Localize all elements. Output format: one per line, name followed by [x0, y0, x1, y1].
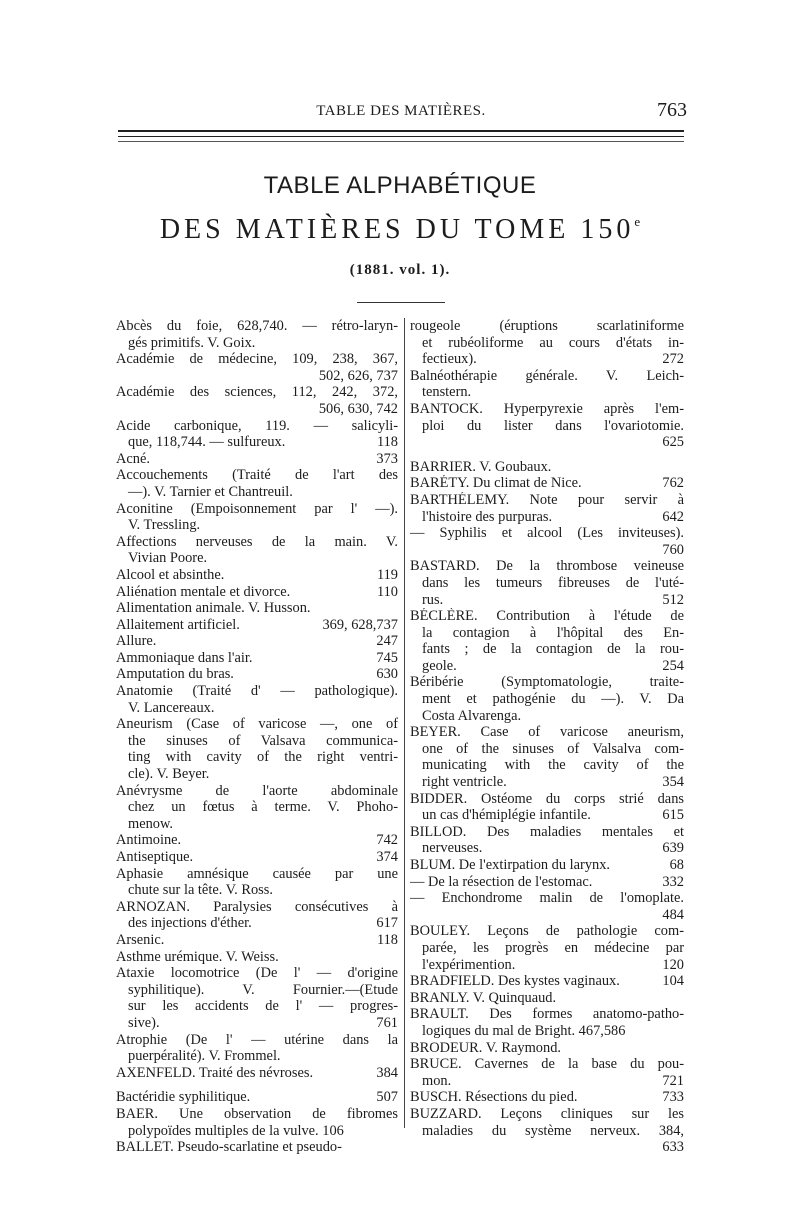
index-entry — [410, 401, 684, 451]
entry-page-ref: 373 — [376, 450, 398, 467]
index-entry-line: BANTOCK. Hyperpyrexie après l'em- — [410, 400, 684, 417]
index-entry-line: 502, 626, 737 — [318, 367, 398, 384]
index-entry — [116, 501, 398, 534]
entry-page-ref: 104 — [662, 973, 684, 990]
entry-text: sive). — [128, 1014, 160, 1031]
index-entry-line: Académie des sciences, 112, 242, 372, — [116, 384, 398, 401]
index-entry-line — [410, 351, 684, 368]
index-entry-line — [116, 932, 398, 949]
page-number: 763 — [657, 99, 687, 121]
index-entry-line: the sinuses of Valsava communica- — [128, 732, 398, 749]
entry-text: Amputation du bras. — [116, 666, 234, 683]
index-entry — [116, 650, 398, 667]
index-entry-line: syphilitique). V. Fournier.—(Etude — [128, 981, 398, 998]
index-entry — [116, 965, 398, 1031]
entry-page-ref: 118 — [376, 931, 398, 948]
index-entry — [116, 617, 398, 634]
volume-title-text: DES MATIÈRES DU TOME 150 — [159, 214, 635, 245]
volume-title-sup: e — [634, 214, 641, 229]
index-entry-line — [116, 915, 398, 932]
index-entry — [410, 368, 684, 401]
index-entry-line: chez un fœtus à terme. V. Phoho- — [128, 799, 398, 816]
index-entry-line: sur les accidents de l' — progres- — [128, 998, 398, 1015]
entry-page-ref: 721 — [662, 1072, 684, 1089]
index-entry-line: BÉCLÈRE. Contribution à l'étude de — [410, 608, 684, 625]
index-entry-line — [116, 434, 398, 451]
index-entry-line — [116, 832, 398, 849]
index-entry-line: 760 — [662, 541, 684, 558]
index-entry — [116, 1065, 398, 1082]
entry-page-ref: 119 — [376, 566, 398, 583]
entry-text: right ventricle. — [422, 774, 507, 791]
index-entry-line: 506, 630, 742 — [318, 400, 398, 417]
entry-page-ref: 120 — [662, 956, 684, 973]
index-entry-line: BAER. Une observation de fibromes — [116, 1105, 398, 1122]
entry-page-ref: 742 — [376, 832, 398, 849]
entry-page-ref: 762 — [662, 475, 684, 492]
entry-text: mon. — [422, 1072, 452, 1089]
index-entry-line — [116, 1015, 398, 1032]
index-entry-line: Aneurism (Case of varicose —, one of — [116, 716, 398, 733]
entry-text: Antimoine. — [116, 832, 182, 849]
index-entry — [410, 923, 684, 973]
index-entry-line: 633 — [662, 1139, 684, 1156]
index-entry — [116, 567, 398, 584]
index-entry-line — [116, 451, 398, 468]
index-entry-line: 625 — [662, 434, 684, 451]
index-entry-line: ting with cavity of the right ventri- — [128, 749, 398, 766]
index-entry — [410, 874, 684, 891]
index-entry-line: —). V. Tarnier et Chantreuil. — [128, 483, 293, 500]
index-entry-line: BOULEY. Leçons de pathologie com- — [410, 923, 684, 940]
index-entry-line: rougeole (éruptions scarlatiniforme — [410, 318, 684, 334]
entry-page-ref: 374 — [376, 849, 398, 865]
index-entry-line — [116, 650, 398, 667]
index-entry-line: BEYER. Case of varicose aneurism, — [410, 724, 684, 741]
index-entry-line — [116, 584, 398, 601]
index-entry-line: BRUCE. Cavernes de la base du pou- — [410, 1056, 684, 1073]
entry-text: que, 118,744. — sulfureux. — [128, 434, 286, 451]
index-entry-line: dans les tumeurs fibreuses de l'uté- — [422, 574, 684, 591]
entry-text: Allure. — [116, 633, 157, 650]
index-entry-line — [410, 1073, 684, 1090]
index-entry — [116, 451, 398, 468]
header-rule-thin-2 — [118, 141, 684, 142]
entry-text: Antiseptique. — [116, 849, 194, 865]
index-entry — [410, 459, 684, 476]
index-entry — [116, 467, 398, 500]
index-entry — [116, 1139, 398, 1156]
index-entry-line: polypoïdes multiples de la vulve. 106 — [128, 1122, 344, 1139]
entry-page-ref: 630 — [376, 666, 398, 683]
entry-page-ref: 639 — [662, 840, 684, 857]
entry-text: BRADFIELD. Des kystes vaginaux. — [410, 973, 620, 990]
index-entry-line: parée, les progrès en médecine par — [422, 939, 684, 956]
index-entry-line: Alimentation animale. V. Husson. — [116, 600, 311, 617]
index-entry — [410, 1056, 684, 1089]
entry-page-ref: 507 — [376, 1089, 398, 1106]
entry-page-ref: 118 — [376, 434, 398, 451]
index-entry-line: la contagion à l'hôpital des En- — [422, 624, 684, 641]
index-entry-line — [410, 840, 684, 857]
entry-page-ref: 68 — [669, 857, 684, 873]
main-title: TABLE ALPHABÉTIQUE — [263, 172, 537, 199]
index-entry — [410, 890, 684, 923]
index-entry-line: Ataxie locomotrice (De l' — d'origine — [116, 965, 398, 982]
index-entry — [116, 832, 398, 849]
index-entry — [410, 990, 684, 1007]
index-entry-line — [410, 774, 684, 791]
index-column-right — [410, 318, 684, 1156]
index-entry-line: Costa Alvarenga. — [422, 707, 522, 724]
entry-page-ref: 354 — [662, 774, 684, 791]
index-entry-line: et rubéoliforme au cours d'états in- — [422, 334, 684, 351]
index-entry-line: Aphasie amnésique causée par une — [116, 865, 398, 882]
index-entry-line: Académie de médecine, 109, 238, 367, — [116, 351, 398, 368]
entry-page-ref: 369, 628,737 — [322, 616, 398, 633]
entry-page-ref: 615 — [662, 807, 684, 824]
index-entry-line: Vivian Poore. — [128, 550, 208, 567]
index-entry-line: ARNOZAN. Paralysies consécutives à — [116, 898, 398, 915]
index-entry-line: BIDDER. Ostéome du corps strié dans — [410, 790, 684, 807]
running-head — [115, 99, 687, 127]
entry-text: fectieux). — [422, 351, 477, 368]
index-entry-line — [410, 973, 684, 990]
entry-page-ref: 761 — [376, 1014, 398, 1031]
index-entry-line: BASTARD. De la thrombose veineuse — [410, 558, 684, 575]
index-entry-line: 484 — [662, 906, 684, 923]
index-entry — [410, 318, 684, 368]
index-entry — [410, 525, 684, 558]
entry-text: Arsenic. — [116, 931, 165, 948]
entry-page-ref: 512 — [662, 591, 684, 608]
index-column-left — [116, 318, 398, 1156]
entry-text: l'expérimention. — [422, 956, 516, 973]
entry-text: BLUM. De l'extirpation du larynx. — [410, 857, 611, 873]
index-entry — [410, 791, 684, 824]
index-entry-line — [410, 509, 684, 526]
index-entry-line — [410, 857, 684, 874]
entry-text: Aliénation mentale et divorce. — [116, 583, 291, 600]
running-title: TABLE DES MATIÈRES. — [316, 103, 486, 119]
index-entry-line: cle). V. Beyer. — [128, 766, 210, 783]
index-entry-line: Accouchements (Traité de l'art des — [116, 467, 398, 484]
index-entry-line: chute sur la tête. V. Ross. — [128, 882, 273, 899]
entry-page-ref: 384 — [376, 1064, 398, 1081]
entry-text: rus. — [422, 591, 444, 608]
index-entry-line: maladies du système nerveux. 384, — [422, 1122, 684, 1139]
entry-text: — De la résection de l'estomac. — [410, 873, 593, 890]
index-entry-line: BILLOD. Des maladies mentales et — [410, 823, 684, 840]
index-entry — [116, 666, 398, 683]
entry-page-ref: 110 — [376, 583, 398, 600]
entry-page-ref: 272 — [662, 351, 684, 368]
index-entry-line: Aconitine (Empoisonnement par l' —). — [116, 500, 398, 517]
entry-page-ref: 247 — [376, 633, 398, 650]
index-entry-line: Béribérie (Symptomatologie, traite- — [410, 674, 684, 691]
index-entry-line — [410, 658, 684, 675]
entry-text: Bactéridie syphilitique. — [116, 1089, 251, 1106]
index-entry-line: Abcès du foie, 628,740. — rétro-laryn- — [116, 318, 398, 334]
index-entry-line: one of the sinuses of Valsalva com- — [422, 740, 684, 757]
index-entry-line: — Syphilis et alcool (Les inviteuses). — [410, 525, 684, 542]
index-entry-line: tenstern. — [422, 384, 472, 401]
index-entry — [116, 899, 398, 932]
index-entry — [116, 600, 398, 617]
index-entry-line — [410, 475, 684, 492]
index-entry-line: puerpéralité). V. Frommel. — [128, 1048, 281, 1065]
index-entry-line: Anévrysme de l'aorte abdominale — [116, 782, 398, 799]
entry-page-ref: 745 — [376, 649, 398, 666]
index-entry — [116, 949, 398, 966]
entry-text: AXENFELD. Traité des névroses. — [116, 1064, 314, 1081]
index-entry-line — [410, 957, 684, 974]
entry-text: BUSCH. Résections du pied. — [410, 1089, 578, 1106]
index-entry — [116, 633, 398, 650]
index-entry-line — [116, 1065, 398, 1082]
index-entry-line: logiques du mal de Bright. 467,586 — [422, 1022, 626, 1039]
index-entry-line: ment et pathogénie du —). V. Da — [422, 691, 684, 708]
index-entry-line — [116, 567, 398, 584]
index-entry-line: menow. — [128, 815, 174, 832]
entry-text: Ammoniaque dans l'air. — [116, 649, 253, 666]
index-entry — [410, 475, 684, 492]
index-entry — [116, 1106, 398, 1139]
index-entry — [410, 724, 684, 790]
index-entry — [116, 351, 398, 384]
index-entry-line — [116, 633, 398, 650]
index-entry-line: V. Tressling. — [128, 517, 201, 534]
index-entry-line — [116, 617, 398, 634]
index-entry-line: Acide carbonique, 119. — salicyli- — [116, 417, 398, 434]
index-entry-line: BALLET. Pseudo-scarlatine et pseudo- — [116, 1139, 342, 1156]
index-entry-line: Asthme urémique. V. Weiss. — [116, 948, 279, 965]
index-entry-line: V. Lancereaux. — [128, 699, 215, 716]
index-entry-line: fants ; de la contagion de la rou- — [422, 641, 684, 658]
index-entry-line: BRANLY. V. Quinquaud. — [410, 989, 557, 1006]
index-entry-line — [410, 592, 684, 609]
index-entry — [410, 492, 684, 525]
index-entry — [116, 683, 398, 716]
entry-text: BARÉTY. Du climat de Nice. — [410, 475, 582, 492]
index-entry — [116, 932, 398, 949]
header-rule-thick — [118, 130, 684, 132]
index-entry — [410, 608, 684, 674]
volume-title — [0, 214, 800, 246]
index-entry — [410, 558, 684, 608]
index-entry-line: — Enchondrome malin de l'omoplate. — [410, 890, 684, 907]
index-entry-line — [410, 1089, 684, 1106]
index-entry — [116, 716, 398, 782]
index-entry — [410, 1040, 684, 1057]
entry-page-ref: 332 — [662, 873, 684, 890]
entry-page-ref: 254 — [662, 657, 684, 674]
index-entry-line: municating with the cavity of the — [422, 757, 684, 774]
index-entry — [116, 1032, 398, 1065]
index-entry — [410, 1106, 684, 1156]
index-entry-line — [116, 1089, 398, 1106]
header-rule-thin — [118, 136, 684, 137]
index-entry — [410, 1006, 684, 1039]
index-entry-line — [116, 666, 398, 683]
index-entry-line: ploi du lister dans l'ovariotomie. — [422, 417, 684, 434]
entry-text: des injections d'éther. — [128, 915, 252, 932]
index-entry — [410, 857, 684, 874]
index-entry — [116, 584, 398, 601]
index-entry-line — [410, 874, 684, 891]
index-entry-line: gés primitifs. V. Goix. — [128, 334, 256, 351]
entry-text: nerveuses. — [422, 840, 483, 857]
index-entry — [116, 384, 398, 417]
index-entry — [116, 866, 398, 899]
entry-page-ref: 617 — [376, 915, 398, 932]
index-entry-line: BARRIER. V. Goubaux. — [410, 458, 552, 475]
entry-page-ref: 642 — [662, 508, 684, 525]
index-entry-line — [410, 807, 684, 824]
entry-text: Allaitement artificiel. — [116, 616, 240, 633]
index-entry-line: Anatomie (Traité d' — pathologique). — [116, 683, 398, 700]
entry-text: Acné. — [116, 450, 150, 467]
index-entry — [410, 1089, 684, 1106]
index-entry-line — [116, 849, 398, 866]
index-entry — [116, 534, 398, 567]
index-entry — [116, 849, 398, 866]
index-entry-line: BRAULT. Des formes anatomo-patho- — [410, 1006, 684, 1023]
entry-text: l'histoire des purpuras. — [422, 508, 553, 525]
index-entry-line: BARTHÉLEMY. Note pour servir à — [410, 491, 684, 508]
index-entry-line: Atrophie (De l' — utérine dans la — [116, 1031, 398, 1048]
index-entry — [410, 674, 684, 724]
index-entry — [116, 418, 398, 451]
index-entry — [116, 1089, 398, 1106]
entry-text: un cas d'hémiplégie infantile. — [422, 807, 591, 824]
index-entry — [410, 973, 684, 990]
title-rule — [357, 302, 445, 303]
entry-text: geole. — [422, 657, 457, 674]
volume-year: (1881. vol. 1). — [349, 262, 451, 278]
index-entry — [116, 783, 398, 833]
entry-text: Alcool et absinthe. — [116, 566, 225, 583]
column-divider — [404, 318, 405, 1128]
entry-page-ref: 733 — [662, 1089, 684, 1106]
index-entry-line: BUZZARD. Leçons cliniques sur les — [410, 1105, 684, 1122]
index-entry — [116, 318, 398, 351]
index-entry-line: Affections nerveuses de la main. V. — [116, 533, 398, 550]
index-entry — [410, 824, 684, 857]
index-entry-line: BRODEUR. V. Raymond. — [410, 1039, 561, 1056]
index-entry-line: Balnéothérapie générale. V. Leich- — [410, 367, 684, 384]
